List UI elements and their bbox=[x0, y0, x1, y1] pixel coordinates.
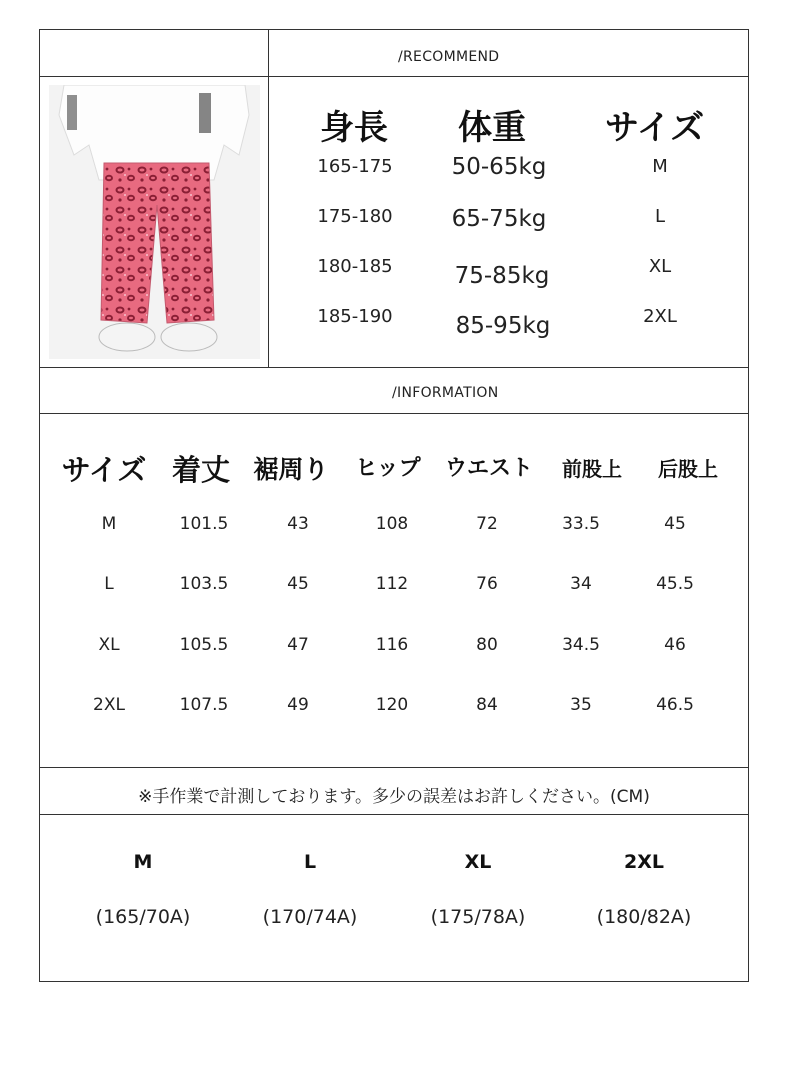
divider bbox=[40, 367, 748, 368]
info-cell: 43 bbox=[287, 514, 309, 534]
info-cell: 45 bbox=[664, 514, 686, 534]
info-header-hip: ヒップ bbox=[355, 456, 421, 481]
recommend-height: 185-190 bbox=[317, 306, 393, 327]
info-cell: 46.5 bbox=[656, 695, 694, 715]
recommend-header-height: 身長 bbox=[320, 108, 388, 148]
size-spec-label: 2XL bbox=[624, 851, 664, 873]
recommend-size: XL bbox=[648, 256, 672, 277]
size-spec-label: L bbox=[303, 851, 317, 873]
info-cell: 76 bbox=[476, 574, 498, 594]
pants-illustration bbox=[49, 85, 260, 359]
divider bbox=[268, 30, 269, 367]
info-cell: 108 bbox=[375, 514, 409, 534]
recommend-height: 180-185 bbox=[317, 256, 393, 277]
divider bbox=[40, 76, 748, 77]
info-cell: 80 bbox=[476, 635, 498, 655]
info-cell: 103.5 bbox=[179, 574, 229, 594]
divider bbox=[40, 814, 748, 815]
info-header-waist: ウエスト bbox=[444, 456, 534, 481]
info-cell: 107.5 bbox=[179, 695, 229, 715]
divider bbox=[40, 767, 748, 768]
recommend-size: M bbox=[652, 156, 668, 177]
info-cell: 34 bbox=[570, 574, 592, 594]
recommend-weight: 75-85kg bbox=[454, 263, 550, 289]
recommend-size: L bbox=[654, 206, 666, 227]
info-cell: 45 bbox=[287, 574, 309, 594]
size-chart bbox=[39, 29, 749, 982]
recommend-size: 2XL bbox=[643, 306, 677, 327]
information-title: /INFORMATION bbox=[392, 385, 499, 401]
info-cell: 45.5 bbox=[656, 574, 694, 594]
recommend-title: /RECOMMEND bbox=[398, 49, 500, 65]
info-cell: L bbox=[104, 574, 114, 594]
info-header-back-rise: 后股上 bbox=[658, 457, 718, 481]
info-header-size: サイズ bbox=[61, 453, 147, 487]
info-cell: 33.5 bbox=[562, 514, 600, 534]
recommend-header-weight: 体重 bbox=[458, 108, 526, 148]
info-cell: 46 bbox=[664, 635, 686, 655]
info-cell: 112 bbox=[375, 574, 409, 594]
recommend-weight: 50-65kg bbox=[451, 154, 547, 180]
size-spec-value: (175/78A) bbox=[430, 906, 526, 928]
info-header-hem: 裾周り bbox=[253, 455, 329, 484]
info-cell: 101.5 bbox=[179, 514, 229, 534]
size-spec-value: (170/74A) bbox=[262, 906, 358, 928]
recommend-height: 165-175 bbox=[317, 156, 393, 177]
product-photo bbox=[49, 85, 260, 359]
info-cell: XL bbox=[98, 635, 120, 655]
size-spec-value: (165/70A) bbox=[95, 906, 191, 928]
info-cell: 84 bbox=[476, 695, 498, 715]
recommend-weight: 65-75kg bbox=[451, 206, 547, 232]
size-spec-value: (180/82A) bbox=[596, 906, 692, 928]
info-cell: 35 bbox=[570, 695, 592, 715]
info-cell: 116 bbox=[375, 635, 409, 655]
recommend-weight: 85-95kg bbox=[455, 313, 551, 339]
recommend-height: 175-180 bbox=[317, 206, 393, 227]
info-header-front-rise: 前股上 bbox=[562, 457, 622, 481]
info-cell: 105.5 bbox=[179, 635, 229, 655]
info-cell: 120 bbox=[375, 695, 409, 715]
info-cell: 34.5 bbox=[562, 635, 600, 655]
divider bbox=[40, 413, 748, 414]
info-cell: M bbox=[101, 514, 117, 534]
info-cell: 49 bbox=[287, 695, 309, 715]
recommend-header-size: サイズ bbox=[605, 108, 705, 148]
size-spec-label: M bbox=[133, 851, 153, 873]
measurement-note: ※手作業で計測しております。多少の誤差はお許しください。(CM) bbox=[138, 787, 650, 807]
info-cell: 72 bbox=[476, 514, 498, 534]
info-header-length: 着丈 bbox=[171, 453, 231, 487]
info-cell: 2XL bbox=[93, 695, 125, 715]
size-spec-label: XL bbox=[464, 851, 492, 873]
info-cell: 47 bbox=[287, 635, 309, 655]
